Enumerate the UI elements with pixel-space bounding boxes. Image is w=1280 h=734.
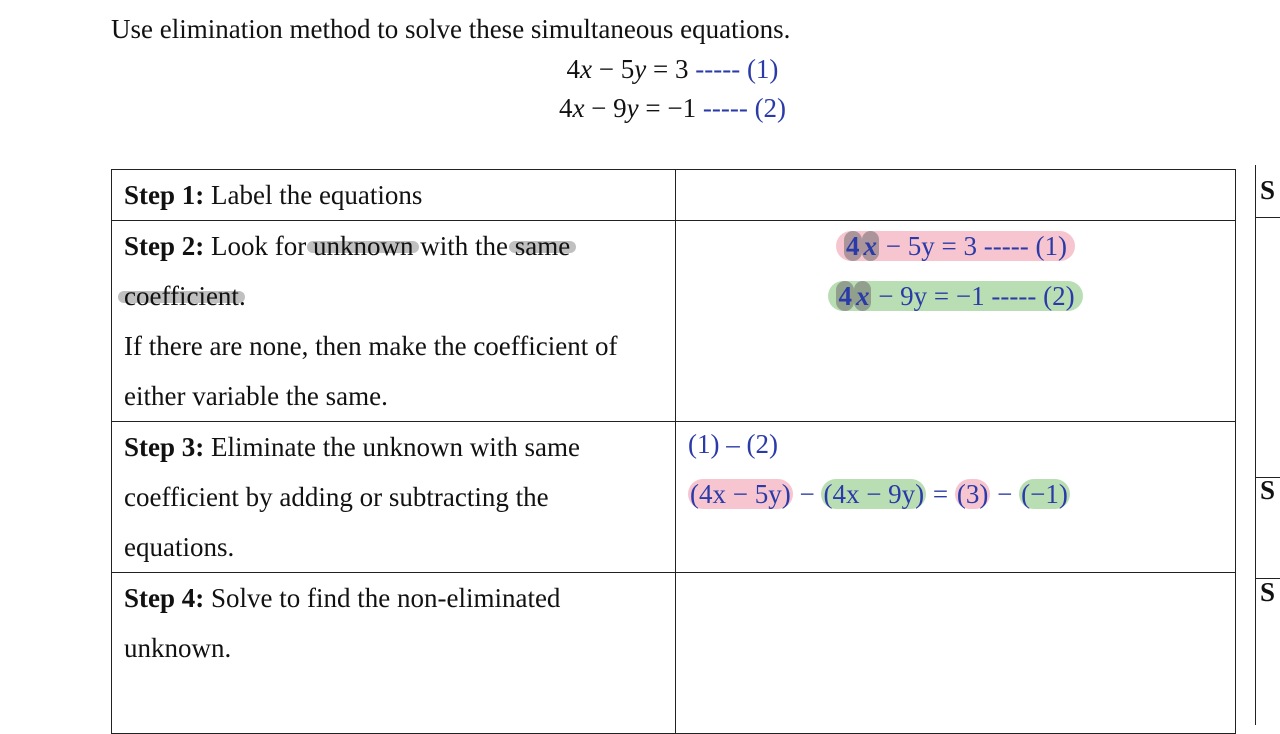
steps-table [111,169,1236,734]
equation-tag: ----- (1) [688,54,779,84]
work-equation-2: 4 x − 9y = −1 ----- (2) [828,277,1082,316]
step-1-description: Step 1: Label the equations [112,170,676,221]
edge-letter: S [1260,577,1276,607]
work-expansion: (4x − 5y) − (4x − 9y) = (3) − (−1) [690,479,1068,509]
edge-letter: S [1260,175,1276,205]
edge-divider [1256,477,1280,478]
step-4-work [676,573,1236,734]
step-4-description: Step 4: Solve to find the non-eliminated unknown. [112,573,676,734]
highlight-unknown: unknown [312,231,414,261]
work-operation: (1) – (2) [688,429,778,459]
step-row-1 [112,170,1236,221]
equation-1: 4x − 5y = 3 ----- (1) [566,54,779,84]
adjacent-table-edge [1255,165,1280,725]
step-row-3 [112,422,1236,573]
edge-divider [1256,217,1280,218]
step-3-description: Step 3: Eliminate the unknown with same coefficient by adding or subtracting the equations. [112,422,676,573]
step-row-2 [112,221,1236,422]
step-2-description: Step 2: Look for unknown with the same coefficient. If there are none, then make the coefficient of either variable the same. [112,221,676,422]
step-1-work [676,170,1236,221]
equation-tag: ----- (2) [696,93,787,123]
work-equation-1: 4 x − 5y = 3 ----- (1) [836,227,1075,266]
edge-letter: S [1260,475,1276,505]
equation-2: 4x − 9y = −1 ----- (2) [558,93,787,123]
edge-divider [1256,578,1280,579]
step-row-4 [112,573,1236,734]
instruction-text: Use elimination method to solve these simultaneous equations. [111,14,791,44]
highlight-coefficient: coefficient [124,281,239,311]
highlight-same: same [514,231,571,261]
step-2-work [676,221,1236,422]
step-3-work [676,422,1236,573]
